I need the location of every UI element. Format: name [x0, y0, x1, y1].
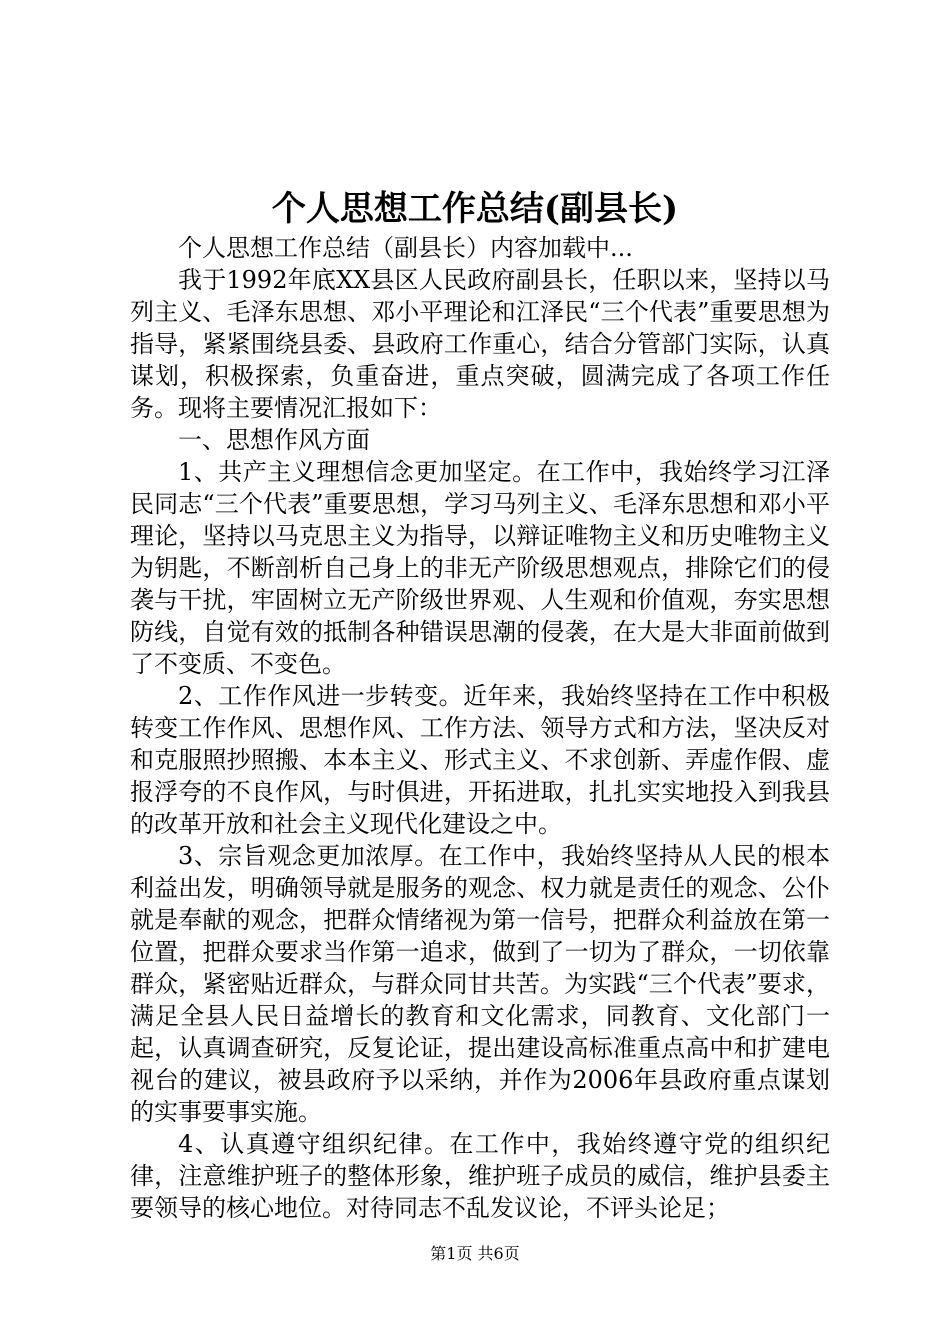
paragraph-item-1: 1、共产主义理想信念更加坚定。在工作中，我始终学习江泽民同志“三个代表”重要思想，学习马列主义、毛泽东思想和邓小平理论，坚持以马克思主义为指导，以辩证唯物主义和历史唯物主义为钥匙，不断剖析自己身上的非无产阶级思想观点，排除它们的侵袭与干扰，牢固树立无产阶级世界观、人生观和价值观，夯实思想防线，自觉有效的抵制各种错误思潮的侵袭，在大是大非面前做到了不变质、不变色。 [130, 458, 830, 678]
page-number-footer: 第1页 共6页 [430, 1244, 520, 1263]
document-title: 个人思想工作总结(副县长) [271, 189, 679, 229]
section-heading: 一、思想作风方面 [178, 426, 370, 454]
paragraph-item-3: 3、宗旨观念更加浓厚。在工作中，我始终坚持从人民的根本利益出发，明确领导就是服务的观念、权力就是责任的观念、公仆就是奉献的观念，把群众情绪视为第一信号，把群众利益放在第一位置，把群众要求当作第一追求，做到了一切为了群众，一切依靠群众，紧密贴近群众，与群众同甘共苦。为实践“三个代表”要求，满足全县人民日益增长的教育和文化需求，同教育、文化部门一起，认真调查研究，反复论证，提出建设高标准重点高中和扩建电视台的建议，被县政府予以采纳，并作为2006年县政府重点谋划的实事要事实施。 [130, 842, 830, 1126]
paragraph-item-4: 4、认真遵守组织纪律。在工作中，我始终遵守党的组织纪律，注意维护班子的整体形象，维护班子成员的威信，维护县委主要领导的核心地位。对待同志不乱发议论，不评头论足； [130, 1130, 830, 1222]
paragraph-item-2: 2、工作作风进一步转变。近年来，我始终坚持在工作中积极转变工作作风、思想作风、工作方法、领导方式和方法，坚决反对和克服照抄照搬、本本主义、形式主义、不求创新、弄虚作假、虚报浮夸的不良作风，与时俱进，开拓进取，扎扎实实地投入到我县的改革开放和社会主义现代化建设之中。 [130, 682, 830, 838]
paragraph-intro: 个人思想工作总结（副县长）内容加载中... [178, 234, 633, 262]
paragraph-overview: 我于1992年底XX县区人民政府副县长，任职以来，坚持以马列主义、毛泽东思想、邓小平理论和江泽民“三个代表”重要思想为指导，紧紧围绕县委、县政府工作重心，结合分管部门实际，认真谋划，积极探索，负重奋进，重点突破，圆满完成了各项工作任务。现将主要情况汇报如下： [130, 266, 830, 422]
document-body [130, 232, 830, 1224]
